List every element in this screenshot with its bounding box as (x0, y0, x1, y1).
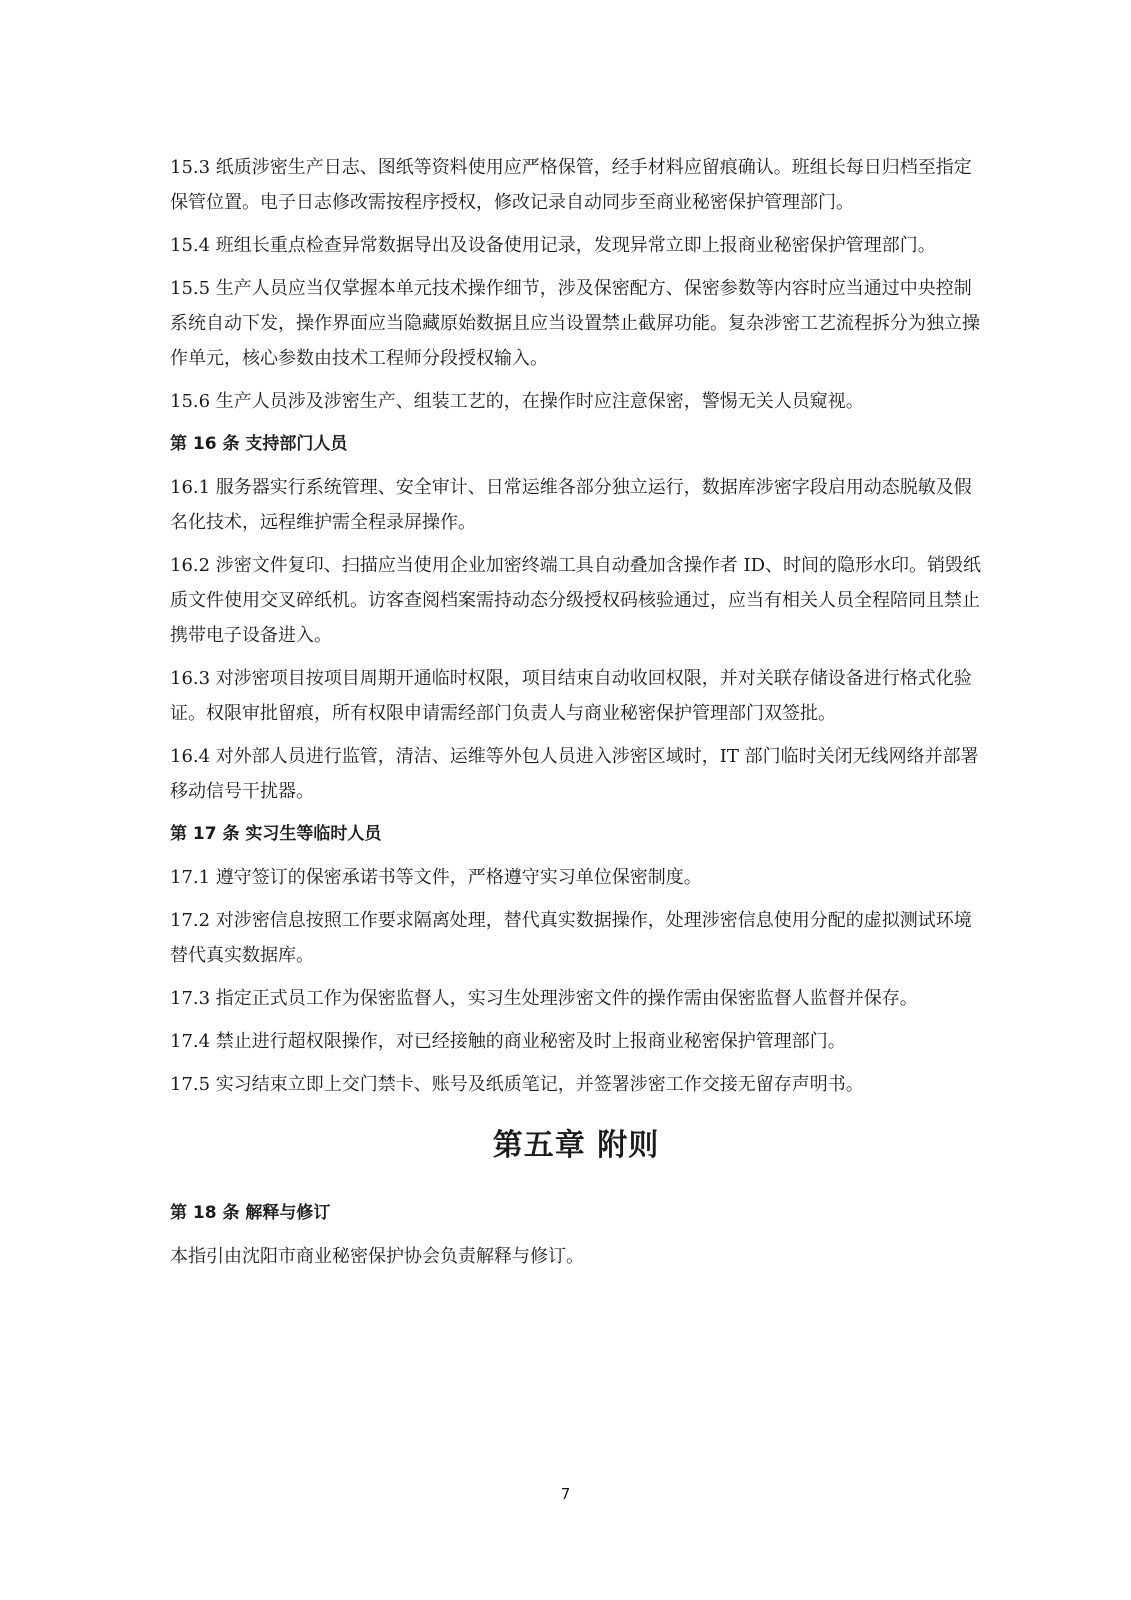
paragraph-17-2: 17.2 对涉密信息按照工作要求隔离处理，替代真实数据操作，处理涉密信息使用分配的虚拟测试环境替代真实数据库。 (170, 910, 972, 966)
paragraph-15-4: 15.4 班组长重点检查异常数据导出及设备使用记录，发现异常立即上报商业秘密保护管理部门。 (170, 235, 936, 256)
paragraph-15-3: 15.3 纸质涉密生产日志、图纸等资料使用应严格保管，经手材料应留痕确认。班组长每日归档至指定保管位置。电子日志修改需按程序授权，修改记录自动同步至商业秘密保护管理部门。 (170, 157, 972, 213)
paragraph-15-6: 15.6 生产人员涉及涉密生产、组装工艺的，在操作时应注意保密，警惕无关人员窥视。 (170, 391, 864, 412)
paragraph-17-3: 17.3 指定正式员工作为保密监督人，实习生处理涉密文件的操作需由保密监督人监督并保存。 (170, 988, 918, 1009)
article-16-heading: 第 16 条 支持部门人员 (170, 434, 348, 454)
paragraph-18-body: 本指引由沈阳市商业秘密保护协会负责解释与修订。 (170, 1246, 584, 1267)
paragraph-17-1: 17.1 遵守签订的保密承诺书等文件，严格遵守实习单位保密制度。 (170, 867, 702, 888)
document-body (170, 150, 982, 1274)
paragraph-16-3: 16.3 对涉密项目按项目周期开通临时权限，项目结束自动收回权限，并对关联存储设备进行格式化验证。权限审批留痕，所有权限申请需经部门负责人与商业秘密保护管理部门双签批。 (170, 668, 972, 724)
paragraph-16-4: 16.4 对外部人员进行监管，清洁、运维等外包人员进入涉密区域时，IT 部门临时关闭无线网络并部署移动信号干扰器。 (170, 746, 979, 802)
article-18-heading: 第 18 条 解释与修订 (170, 1203, 331, 1223)
paragraph-15-5: 15.5 生产人员应当仅掌握本单元技术操作细节，涉及保密配方、保密参数等内容时应当通过中央控制系统自动下发，操作界面应当隐藏原始数据且应当设置禁止截屏功能。复杂涉密工艺流程拆分为独立操作单元，核心参数由技术工程师分段授权输入。 (170, 278, 980, 369)
page-number: 7 (560, 1485, 571, 1503)
paragraph-16-2: 16.2 涉密文件复印、扫描应当使用企业加密终端工具自动叠加含操作者 ID、时间的隐形水印。销毁纸质文件使用交叉碎纸机。访客查阅档案需持动态分级授权码核验通过，应当有相关人员全程陪同且禁止携带电子设备进入。 (170, 555, 982, 646)
paragraph-17-5: 17.5 实习结束立即上交门禁卡、账号及纸质笔记，并签署涉密工作交接无留存声明书。 (170, 1074, 864, 1095)
article-17-heading: 第 17 条 实习生等临时人员 (170, 824, 382, 844)
chapter-5-title: 第五章 附则 (492, 1128, 660, 1163)
paragraph-16-1: 16.1 服务器实行系统管理、安全审计、日常运维各部分独立运行，数据库涉密字段启用动态脱敏及假名化技术，远程维护需全程录屏操作。 (170, 477, 972, 533)
paragraph-17-4: 17.4 禁止进行超权限操作，对已经接触的商业秘密及时上报商业秘密保护管理部门。 (170, 1031, 846, 1052)
